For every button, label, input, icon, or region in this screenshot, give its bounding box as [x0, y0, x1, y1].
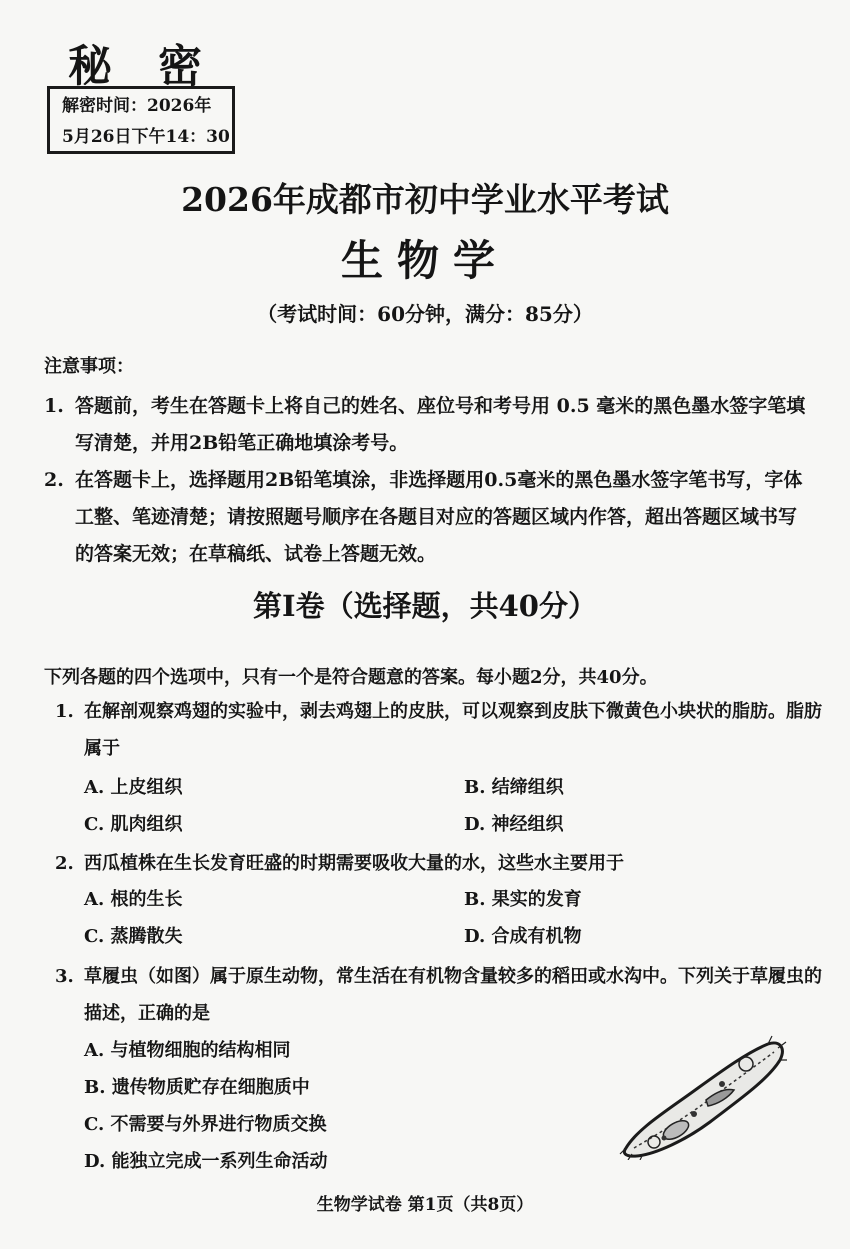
- notice-item: [44, 462, 814, 573]
- option-a: A. 上皮组织: [84, 777, 183, 798]
- option-a: A. 根的生长: [84, 889, 183, 910]
- question-number: 3.: [55, 966, 74, 987]
- option-b: B. 果实的发育: [464, 889, 582, 910]
- notice-item-text: 答题前，考生在答题卡上将自己的姓名、座位号和考号用 0.5 毫米的黑色墨水签字笔填写清楚，并用2B铅笔正确地填涂考号。: [75, 395, 806, 454]
- notice-heading: 注意事项：: [44, 356, 134, 377]
- notice-item-number: 2.: [44, 469, 64, 491]
- notice-item-text: 在答题卡上，选择题用2B铅笔填涂，非选择题用0.5毫米的黑色墨水签字笔书写，字体工整、笔迹清楚；请按照题号顺序在各题目对应的答题区域内作答，超出答题区域书写的答案无效；在草稿纸、试卷上答题无效。: [75, 469, 803, 565]
- option-d: D. 能独立完成一系列生命活动: [84, 1151, 328, 1172]
- page-footer: 生物学试卷 第1页（共8页）: [316, 1195, 534, 1215]
- question-number: 1.: [55, 701, 74, 722]
- question-number: 2.: [55, 853, 74, 874]
- option-c: C. 蒸腾散失: [84, 926, 183, 947]
- option-b: B. 结缔组织: [464, 777, 564, 798]
- secret-char-1: 秘: [68, 41, 114, 92]
- exam-title: 2026年成都市初中学业水平考试: [181, 180, 669, 219]
- question-1: [55, 693, 825, 767]
- option-c: C. 肌肉组织: [84, 814, 183, 835]
- unseal-time-box: [47, 86, 235, 154]
- question-3: [55, 958, 825, 1032]
- confidential-mark: [68, 30, 204, 94]
- unseal-time-line-2: 5月26日下午14：30: [62, 127, 230, 147]
- question-2: [55, 845, 825, 882]
- exam-time-score: （考试时间：60分钟，满分：85分）: [257, 302, 593, 326]
- secret-char-2: 密: [158, 41, 204, 92]
- question-stem: 在解剖观察鸡翅的实验中，剥去鸡翅上的皮肤，可以观察到皮肤下微黄色小块状的脂肪。脂肪属于: [84, 701, 822, 759]
- question-stem: 西瓜植株在生长发育旺盛的时期需要吸收大量的水，这些水主要用于: [84, 853, 624, 874]
- option-a: A. 与植物细胞的结构相同: [84, 1040, 291, 1061]
- choice-instructions: 下列各题的四个选项中，只有一个是符合题意的答案。每小题2分，共40分。: [44, 667, 658, 688]
- notice-item: [44, 388, 814, 462]
- option-d: D. 合成有机物: [464, 926, 582, 947]
- option-b: B. 遗传物质贮存在细胞质中: [84, 1077, 310, 1098]
- section-title: 第Ⅰ卷（选择题，共40分）: [253, 589, 597, 623]
- question-stem: 草履虫（如图）属于原生动物，常生活在有机物含量较多的稻田或水沟中。下列关于草履虫的描述，正确的是: [84, 966, 822, 1024]
- option-d: D. 神经组织: [464, 814, 564, 835]
- option-c: C. 不需要与外界进行物质交换: [84, 1114, 327, 1135]
- subject-title: 生物学: [340, 236, 509, 285]
- unseal-time-line-1: 解密时间：2026年: [62, 96, 212, 116]
- paramecium-illustration: [618, 1030, 788, 1160]
- notice-item-number: 1.: [44, 395, 64, 417]
